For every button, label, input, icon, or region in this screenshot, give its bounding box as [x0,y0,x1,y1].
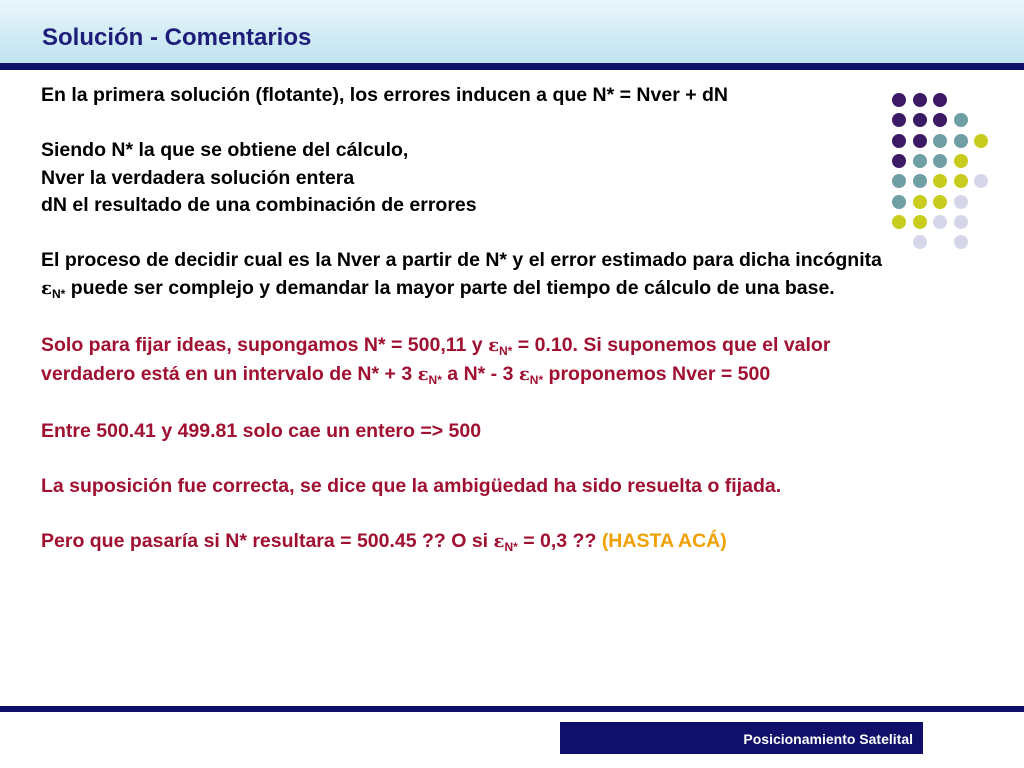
decorative-dot [913,134,927,148]
decorative-dot [913,113,927,127]
p7-text-a: Pero que pasaría si N* resultara = 500.45 ?? O si [41,530,494,552]
epsilon-symbol: ε [493,531,505,552]
decorative-dot [892,174,906,188]
paragraph-3 [41,247,891,304]
decorative-dot [913,154,927,168]
definition-nver: Nver la verdadera solución entera [41,166,355,189]
epsilon-subscript: N* [529,373,544,387]
decorative-dot [892,113,906,127]
decorative-dot [954,235,968,249]
decorative-dot [913,195,927,209]
decorative-dot [954,174,968,188]
decorative-dot [954,195,968,209]
p3-text-a: El proceso de decidir cual es la Nver a partir de N* y el error estimado para dicha incógnita [41,249,882,271]
slide-title: Solución - Comentarios [42,24,312,51]
epsilon-symbol: ε [417,364,429,385]
decorative-dot [933,154,947,168]
paragraph-6: La suposición fue correcta, se dice que la ambigüedad ha sido resuelta o fijada. [41,475,782,497]
decorative-dot [954,113,968,127]
decorative-dot [974,134,988,148]
decorative-dot [913,235,927,249]
epsilon-subscript: N* [51,286,66,301]
decorative-dot [892,93,906,107]
paragraph-2 [41,137,891,220]
epsilon-subscript: N* [499,343,513,358]
hasta-aca-label: (HASTA ACÁ) [601,530,727,552]
epsilon-subscript: N* [504,540,518,554]
decorative-dot [913,215,927,229]
footer-box [560,722,923,754]
decorative-dot [954,134,968,148]
top-divider [0,63,1024,70]
footer-label: Posicionamiento Satelital [743,731,913,747]
p4-text-d: proponemos Nver = 500 [543,363,771,385]
paragraph-5: Entre 500.41 y 499.81 solo cae un entero => 500 [41,420,482,442]
p4-text-c: a N* - 3 [441,363,519,385]
decorative-dot [913,174,927,188]
paragraph-4 [41,332,891,391]
decorative-dot [954,215,968,229]
decorative-dot [892,134,906,148]
decorative-dot [954,154,968,168]
decorative-dot [892,154,906,168]
decorative-dot [974,174,988,188]
epsilon-symbol: ε [41,277,52,299]
p4-text-a: Solo para fijar ideas, supongamos N* = 500,11 y [41,333,489,356]
decorative-dot [913,93,927,107]
decorative-dot [933,93,947,107]
decorative-dot [933,113,947,127]
definition-n-star: Siendo N* la que se obtiene del cálculo, [41,139,409,161]
decorative-dot [933,215,947,229]
epsilon-symbol: ε [518,364,530,385]
decorative-dot [933,195,947,209]
epsilon-symbol: ε [488,334,500,356]
decorative-dot [933,134,947,148]
definition-dn: dN el resultado de una combinación de errores [41,194,477,216]
bottom-divider [0,706,1024,712]
decorative-dot [933,174,947,188]
p3-text-b: puede ser complejo y demandar la mayor parte del tiempo de cálculo de una base. [65,276,835,299]
decorative-dot [892,215,906,229]
p7-text-b: = 0,3 ?? [517,530,602,552]
slide-body [41,82,891,585]
decorative-dot [892,195,906,209]
p4-text-b: = 0.10. Si suponemos que el valor verdadero está en un intervalo de N* + 3 [41,333,831,385]
paragraph-1: En la primera solución (flotante), los errores inducen a que N* = Nver + dN [41,84,729,106]
paragraph-7 [41,528,891,558]
epsilon-subscript: N* [428,373,442,387]
